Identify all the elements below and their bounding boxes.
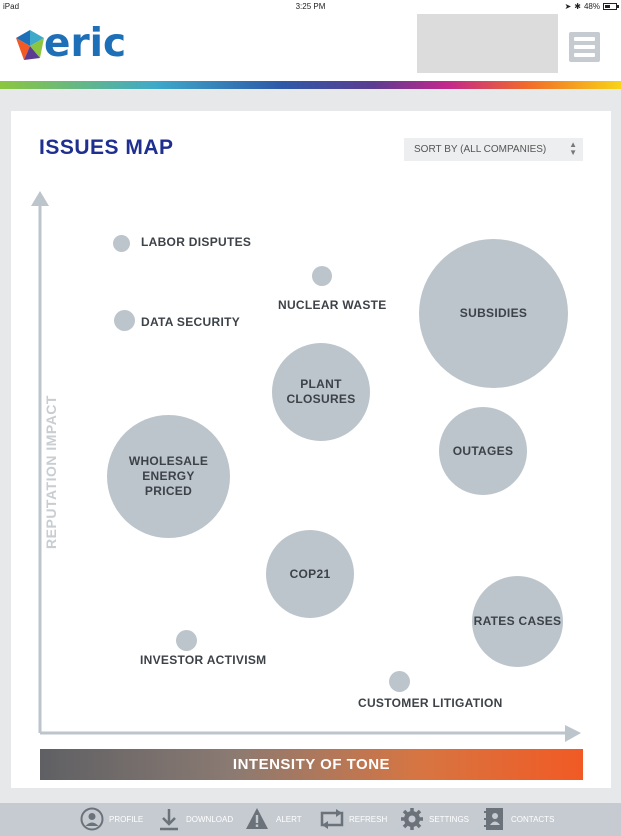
refresh-icon bbox=[320, 807, 344, 831]
bubble-plant-closures[interactable] bbox=[272, 343, 370, 441]
status-indicators bbox=[565, 2, 617, 11]
sort-label: SORT BY (ALL COMPANIES) bbox=[414, 144, 547, 155]
bubble-subsidies[interactable] bbox=[419, 239, 568, 388]
page-title: ISSUES MAP bbox=[39, 136, 174, 159]
status-bar bbox=[0, 0, 621, 14]
y-axis-label: REPUTATION IMPACT bbox=[43, 395, 59, 549]
alert-icon bbox=[243, 807, 271, 831]
bubble-label-line: PLANT bbox=[300, 377, 342, 391]
bubble-label-line: ENERGY bbox=[142, 469, 195, 483]
bubble-label-line: WHOLESALE bbox=[128, 454, 209, 468]
bubble-outages[interactable] bbox=[439, 407, 527, 495]
bubble-data-security[interactable] bbox=[114, 310, 135, 331]
battery-icon bbox=[603, 3, 617, 10]
nav-contacts[interactable] bbox=[482, 807, 554, 831]
bubble-label: OUTAGES bbox=[452, 443, 514, 458]
bubble-customer-litigation[interactable] bbox=[389, 671, 410, 692]
nav-label: ALERT bbox=[276, 814, 302, 824]
bubble-label: DATA SECURITY bbox=[141, 315, 241, 329]
bubble-label: INVESTOR ACTIVISM bbox=[140, 653, 267, 667]
menu-button[interactable] bbox=[569, 32, 600, 62]
nav-label: DOWNLOAD bbox=[186, 814, 234, 824]
contacts-icon bbox=[482, 807, 506, 831]
bubble-label-line: PRICED bbox=[144, 484, 193, 498]
status-time: 3:25 PM bbox=[295, 2, 326, 11]
image-placeholder bbox=[417, 14, 558, 73]
bubble-label bbox=[286, 377, 355, 407]
bubble-label: NUCLEAR WASTE bbox=[278, 298, 387, 312]
hamburger-icon-line bbox=[574, 37, 595, 41]
logo-text: eric bbox=[44, 21, 127, 66]
nav-alert[interactable] bbox=[243, 807, 302, 831]
bubble-labor-disputes[interactable] bbox=[113, 235, 130, 252]
profile-icon bbox=[80, 807, 104, 831]
bubble-wholesale-energy-priced[interactable] bbox=[107, 415, 230, 538]
bluetooth-icon: ✱ bbox=[574, 2, 581, 11]
hamburger-icon-line bbox=[574, 45, 595, 49]
bubble-label: LABOR DISPUTES bbox=[141, 235, 252, 249]
eric-logo[interactable] bbox=[14, 21, 127, 66]
nav-label: REFRESH bbox=[349, 814, 388, 824]
hamburger-icon-line bbox=[574, 53, 595, 57]
updown-arrows-icon: ▲ ▼ bbox=[569, 140, 577, 157]
bubble-investor-activism[interactable] bbox=[176, 630, 197, 651]
bubble-label: COP21 bbox=[289, 566, 331, 581]
nav-refresh[interactable] bbox=[320, 807, 387, 831]
bubble-label: RATES CASES bbox=[473, 614, 562, 628]
x-axis-arrow-icon bbox=[565, 725, 581, 742]
nav-label: PROFILE bbox=[109, 814, 144, 824]
logo-mark-icon bbox=[14, 26, 46, 62]
location-icon: ➤ bbox=[564, 2, 572, 11]
y-axis-arrow-icon bbox=[31, 191, 49, 206]
bubble-label-line: CLOSURES bbox=[286, 392, 356, 406]
nav-label: CONTACTS bbox=[511, 814, 555, 824]
bubble-label: SUBSIDIES bbox=[459, 306, 528, 320]
nav-label: SETTINGS bbox=[429, 814, 470, 824]
issues-map-panel bbox=[11, 111, 611, 788]
bubble-cop21[interactable] bbox=[266, 530, 354, 618]
download-icon bbox=[157, 807, 181, 831]
gear-icon bbox=[400, 807, 424, 831]
bottom-nav bbox=[0, 803, 621, 836]
device-name: iPad bbox=[3, 2, 20, 11]
bubble-rates-cases[interactable] bbox=[472, 576, 563, 667]
x-axis-label-bar: INTENSITY OF TONE bbox=[40, 749, 583, 780]
app-header bbox=[0, 14, 621, 81]
nav-settings[interactable] bbox=[400, 807, 469, 831]
bubble-nuclear-waste[interactable] bbox=[312, 266, 332, 286]
bubble-label bbox=[129, 454, 208, 499]
nav-profile[interactable] bbox=[80, 807, 143, 831]
bubble-label: CUSTOMER LITIGATION bbox=[358, 696, 503, 710]
brand-color-strip bbox=[0, 81, 621, 89]
battery-percent: 48% bbox=[583, 2, 600, 11]
nav-download[interactable] bbox=[157, 807, 233, 831]
